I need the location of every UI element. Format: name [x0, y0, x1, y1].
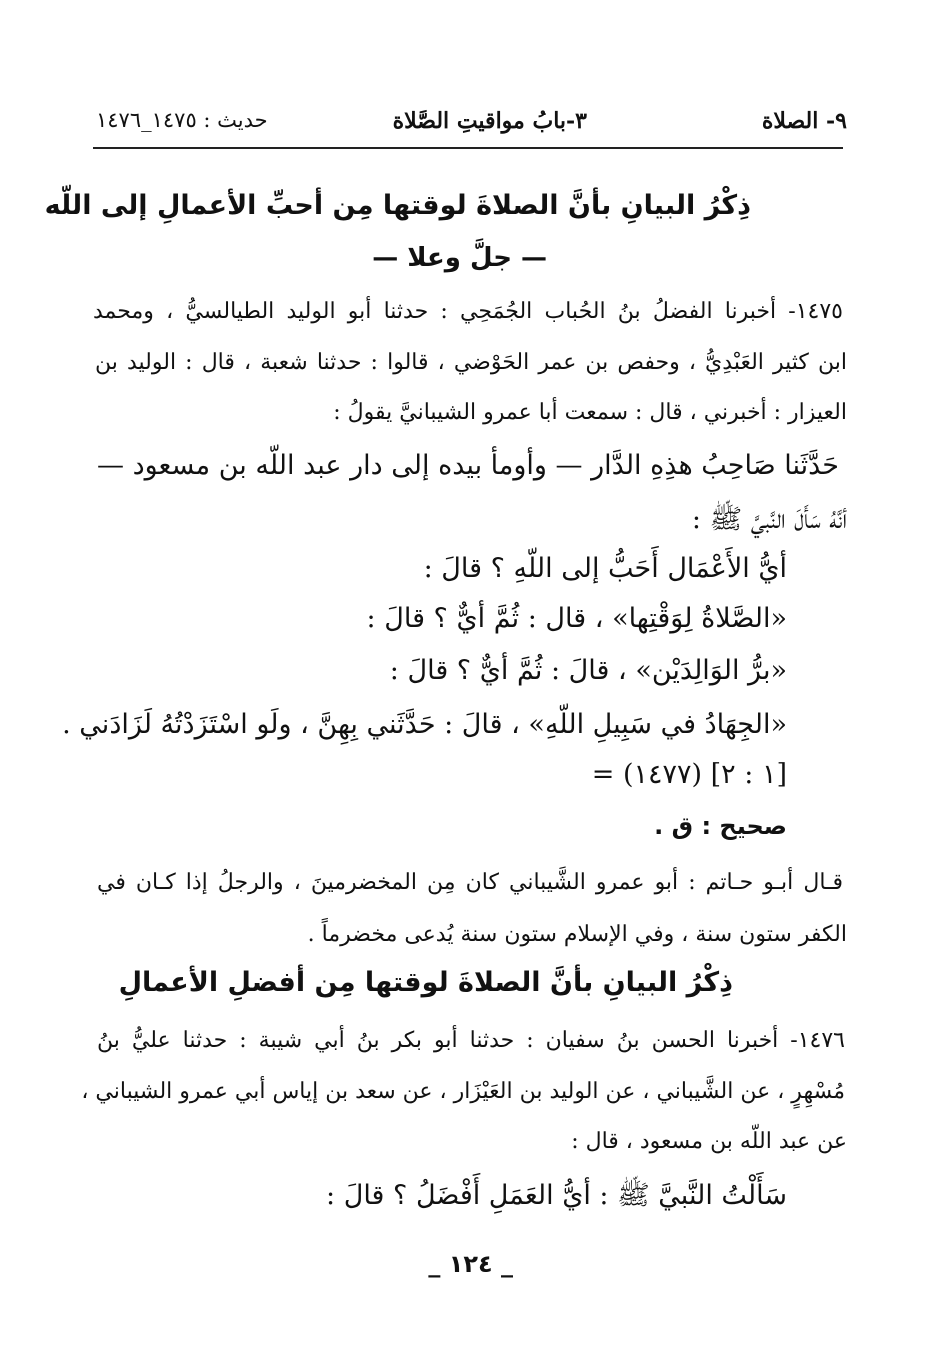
hadith-1475-answer-1: «الصَّلاةُ لِوَقْتِها» ، قال : ثُمَّ أيٌّ ؟ قالَ : — [366, 603, 787, 634]
section-heading-2: ذِكْرُ البيانِ بأنَّ الصلاةَ لوقتها مِن أفضلِ الأعمالِ — [118, 967, 733, 998]
header-hadith-range: حديث : ١٤٧٥_١٤٧٦ — [96, 108, 268, 132]
hadith-1475-grading: صحيح : ق . — [654, 812, 787, 840]
hadith-1475-matn-line2: أنَّهُ سَأَلَ النَّبيَّ ﷺ : — [691, 504, 847, 535]
header-chapter: ٩- الصلاة — [761, 108, 847, 134]
hadith-1475-answer-3: «الجِهَادُ في سَبِيلِ اللّهِ» ، قالَ : حَدَّثَني بِهِنَّ ، ولَو اسْتَزَدْتُهُ لَزَادَني . — [62, 709, 787, 740]
section-heading-1-line2: — جلَّ وعلا — — [372, 243, 547, 273]
abu-hatim-comment-line1: قـال أبـو حـاتم : أبو عمرو الشَّيباني كان مِن المخضرمينَ ، والرجلُ إذا كـان في — [97, 870, 843, 895]
hadith-1475-question-1: أيُّ الأَعْمَال أَحَبُّ إلى اللّهِ ؟ قالَ : — [423, 553, 787, 584]
hadith-1476-matn: سَأَلْتُ النَّبيَّ ﷺ : أيُّ العَمَلِ أَفْضَلُ ؟ قالَ : — [326, 1180, 787, 1211]
hadith-1475-isnad-line1: ١٤٧٥- أخبرنا الفضلُ بنُ الحُباب الجُمَحِي : حدثنا أبو الوليد الطيالسيُّ ، ومحمد — [93, 299, 843, 324]
page-number: _ ١٢٤ _ — [428, 1250, 513, 1278]
hadith-1475-isnad-line2: ابن كثير العَبْدِيُّ ، وحفص بن عمر الحَوْضي ، قالوا : حدثنا شعبة ، قال : الوليد بن — [95, 350, 847, 375]
abu-hatim-comment-line2: الكفر ستون سنة ، وفي الإسلام ستون سنة يُدعى مخضرماً . — [307, 922, 847, 947]
hadith-1475-isnad-line3: العيزار : أخبرني ، قال : سمعت أبا عمرو الشيبانيَّ يقولُ : — [333, 400, 847, 425]
hadith-1475-matn-line1: حَدَّثَنا صَاحِبُ هذِهِ الدَّار — وأومأ بيده إلى دار عبد اللّه بن مسعود — — [97, 450, 839, 481]
hadith-1476-isnad-line2: مُسْهِرٍ ، عن الشَّيباني ، عن الوليد بن العَيْزَار ، عن سعد بن إياس أبي عمرو الشيباني ، — [81, 1079, 845, 1104]
hadith-1475-reference: = (١٤٧٧) [١ : ٢] — [591, 759, 787, 790]
header-section: ٣-بابُ مواقيتِ الصَّلاة — [392, 108, 587, 134]
header-divider — [93, 147, 843, 149]
hadith-1476-isnad-line1: ١٤٧٦- أخبرنا الحسن بنُ سفيان : حدثنا أبو بكر بنُ أبي شيبة : حدثنا عليُّ بنُ — [97, 1028, 845, 1053]
hadith-1475-answer-2: «برُّ الوَالِدَيْن» ، قالَ : ثُمَّ أيٌّ ؟ قالَ : — [389, 655, 787, 686]
hadith-1476-isnad-line3: عن عبد اللّه بن مسعود ، قال : — [571, 1129, 847, 1154]
section-heading-1: ذِكْرُ البيانِ بأنَّ الصلاةَ لوقتها مِن أحبِّ الأعمالِ إلى اللّه — [44, 190, 751, 221]
